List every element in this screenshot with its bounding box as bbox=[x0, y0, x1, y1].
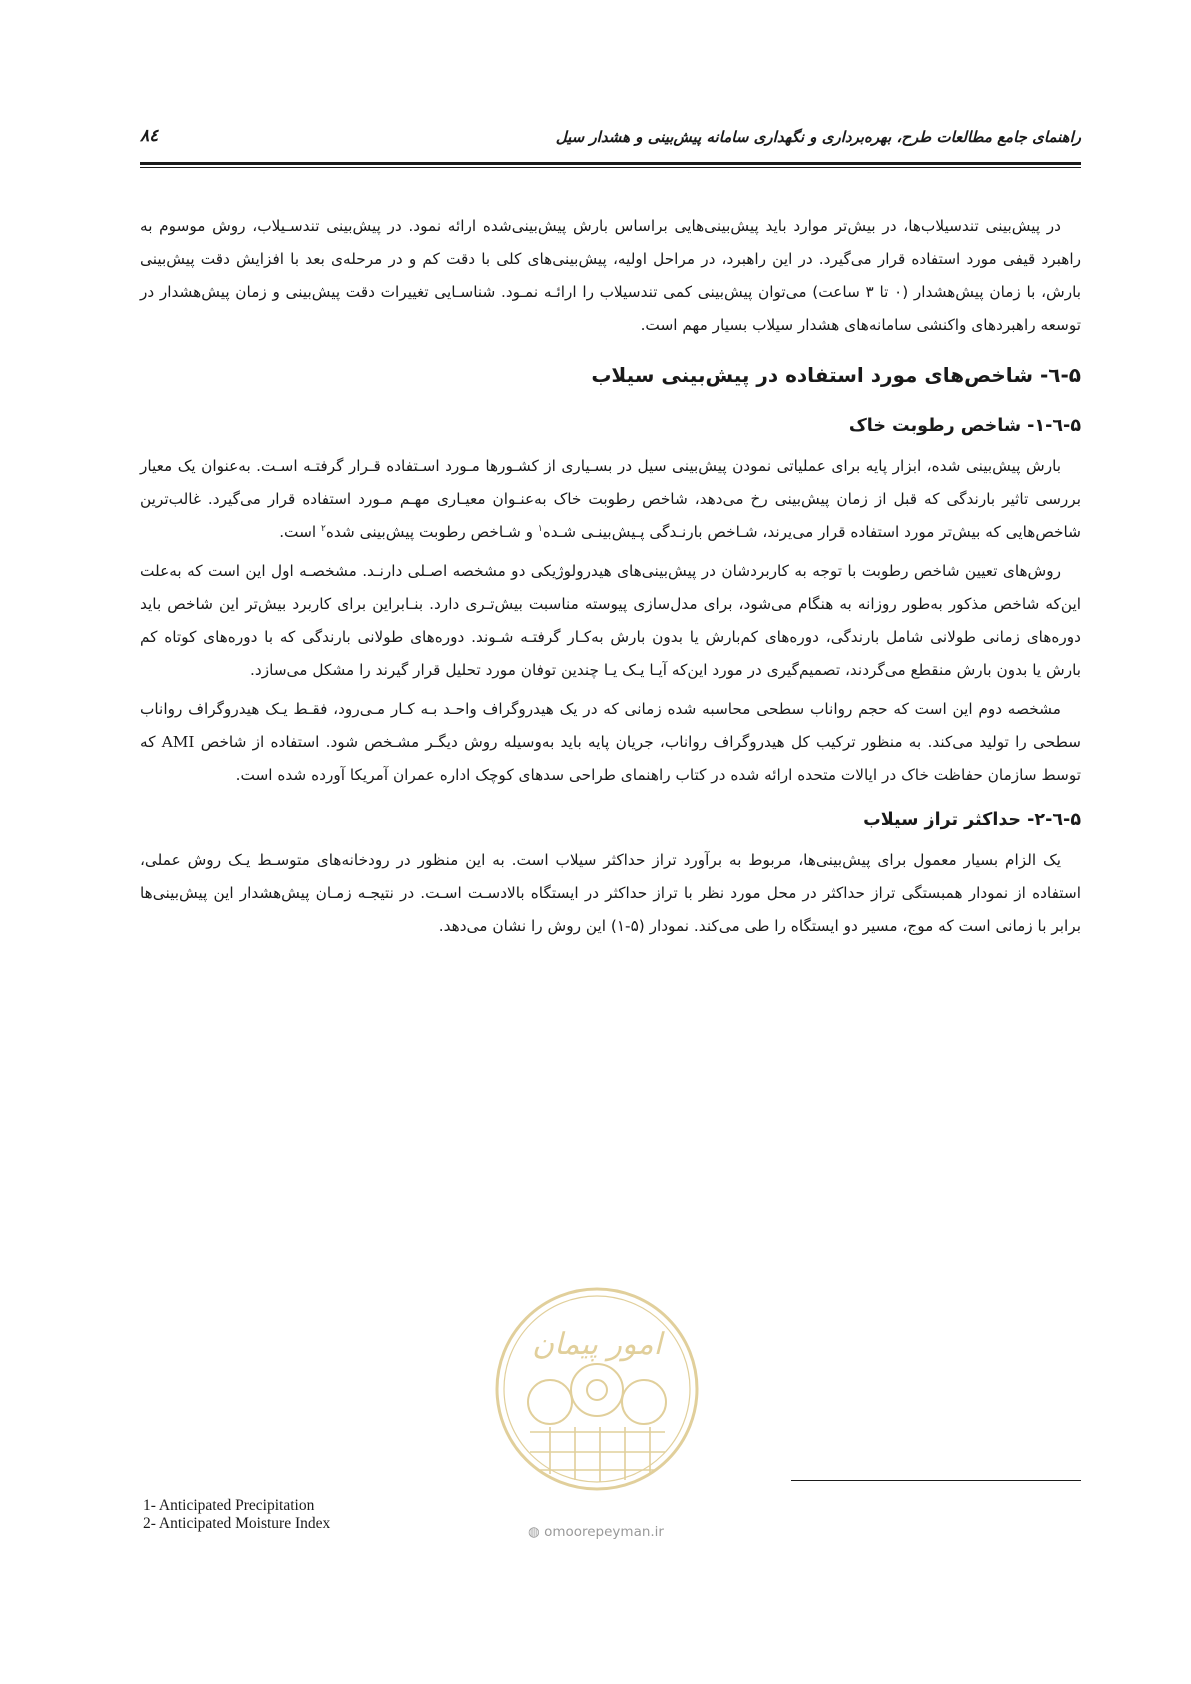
gear-icon bbox=[528, 1364, 666, 1424]
text-run: که توسط سازمان حفاظت خاک در ایالات متحده ارائه شده در کتاب راهنمای طراحی سدهای کوچک اداره عمران آمریکا آورده شده است. bbox=[140, 733, 1081, 784]
page-header bbox=[140, 126, 1081, 156]
intro-paragraph: در پیش‌بینی تندسیلاب‌ها، در بیش‌تر موارد باید پیش‌بینی‌هایی براساس بارش پیش‌بینی‌شده ارائه نمود. در پیش‌بینی تندسـیلاب، روش موسوم به راهبرد قیفی مورد استفاده قرار می‌گیرد. در این راهبرد، در مراحل اولیه، پیش‌بینی‌های کلی با دقت کم و در مرحله‌ی بعد با افزایش دقت پیش‌بینی بارش، با زمان پیش‌هشدار (۰ تا ۳ ساعت) می‌توان پیش‌بینی کمی تندسیلاب را ارائـه نمـود. شناسـایی تغییرات دقت پیش‌بینی و زمان پیش‌هشدار در توسعه راهبردهای واکنشی سامانه‌های هشدار سیلاب بسیار مهم است. bbox=[140, 217, 1081, 334]
text-run: بارش پیش‌بینی شده، ابزار پایه برای عملیاتی نمودن پیش‌بینی سیل در بسـیاری از کشـورها مـورد اسـتفاده قـرار گرفتـه اسـت. به‌عنوان یک معیار بررسی تاثیر بارندگی که قبل از زمان پیش‌بینی رخ می‌دهد، شاخص رطوبت خاک به‌عنـوان معیـاری مهـم مـورد استفاده قرار می‌گیرد. غالب‌ترین شاخص‌هایی که بیش‌تر مورد استفاده قرار می‌یرند، شـاخص بارنـدگی پـیش‌بینـی شـده bbox=[140, 457, 1081, 541]
ami-term: AMI bbox=[161, 733, 195, 751]
paragraph-moisture-index-methods: روش‌های تعیین شاخص رطوبت با توجه به کاربردشان در پیش‌بینی‌های هیدرولوژیکی دو مشخصه اصـلی دارنـد. مشخصـه اول این است که به‌علت این‌که شاخص مذکور به‌طور روزانه به هنگام می‌شود، برای مدل‌سازی پیوسته مناسبت بیش‌تـری دارد. بنـابراین برای کاربرد بیش‌تر این شاخص باید دوره‌های زمانی طولانی شامل بارندگی، دوره‌های کم‌بارش یا بدون بارش به‌کـار گرفتـه شـوند. دوره‌های طولانی بارندگی که با دوره‌های کوتاه کم بارش یا بدون بارش منقطع می‌گردند، تصمیم‌گیری در مورد این‌که آیـا یـک یـا چندین توفان مورد تحلیل قرار گیرند را مشکل می‌سازد. bbox=[140, 562, 1081, 679]
footnote-2: 2- Anticipated Moisture Index bbox=[143, 1515, 331, 1532]
watermark-logo-text: امور پیمان bbox=[532, 1327, 662, 1362]
globe-icon: ◍ bbox=[527, 1524, 540, 1540]
subsection-heading-max-flood-level: ۵-٦-۲- حداکثر تراز سیلاب bbox=[863, 810, 1081, 830]
subsection-heading-soil-moisture: ۵-٦-۱- شاخص رطوبت خاک bbox=[848, 416, 1081, 436]
watermark-site-text: omoorepeyman.ir bbox=[544, 1524, 664, 1540]
footnote-ref-2[interactable]: ۲ bbox=[321, 523, 326, 534]
section-heading: ۵-٦- شاخص‌های مورد استفاده در پیش‌بینی سیلاب bbox=[591, 363, 1081, 387]
footnotes bbox=[143, 1497, 330, 1533]
page-number: ۸٤ bbox=[140, 126, 159, 146]
watermark-logo bbox=[490, 1282, 705, 1497]
footnote-1: 1- Anticipated Precipitation bbox=[143, 1497, 315, 1514]
watermark-site bbox=[496, 1524, 696, 1540]
footnote-rule bbox=[791, 1480, 1081, 1481]
text-run: و شـاخص رطوبت پیش‌بینی شده bbox=[325, 523, 538, 541]
page-content bbox=[140, 210, 1081, 949]
paragraph-anticipated-precipitation bbox=[140, 450, 1081, 549]
paragraph-max-flood-level: یک الزام بسیار معمول برای پیش‌بینی‌ها، مربوط به برآورد تراز حداکثر سیلاب است. به این منظور در رودخانه‌های متوسـط یـک روش عملی، استفاده از نمودار همبستگی تراز حداکثر در محل مورد نظر با تراز حداکثر در ایستگاه بالادسـت اسـت. در نتیجـه زمـان پیش‌هشدار این پیش‌بینی‌ها برابر با زمانی است که موج، مسیر دو ایستگاه را طی می‌کند. نمودار (۵-۱) این روش را نشان می‌دهد. bbox=[140, 851, 1081, 935]
running-header-title: راهنمای جامع مطالعات طرح، بهره‌برداری و نگهداری سامانه پیش‌بینی و هشدار سیل bbox=[555, 128, 1081, 146]
text-run: است. bbox=[279, 523, 321, 541]
text-run: مشخصه دوم این است که حجم رواناب سطحی محاسبه شده زمانی که در یک هیدروگراف واحـد بـه کـار مـی‌رود، فقـط یـک هیدروگراف رواناب سطحی را تولید می‌کند. به منظور ترکیب کل هیدروگراف رواناب، جریان پایه باید به‌وسیله روش دیگـر مشـخص شود. استفاده از شاخص bbox=[140, 700, 1081, 751]
grid-icon bbox=[530, 1427, 665, 1482]
header-rule bbox=[140, 162, 1081, 168]
footnote-ref-1[interactable]: ۱ bbox=[537, 523, 543, 534]
paragraph-second-characteristic bbox=[140, 693, 1081, 792]
